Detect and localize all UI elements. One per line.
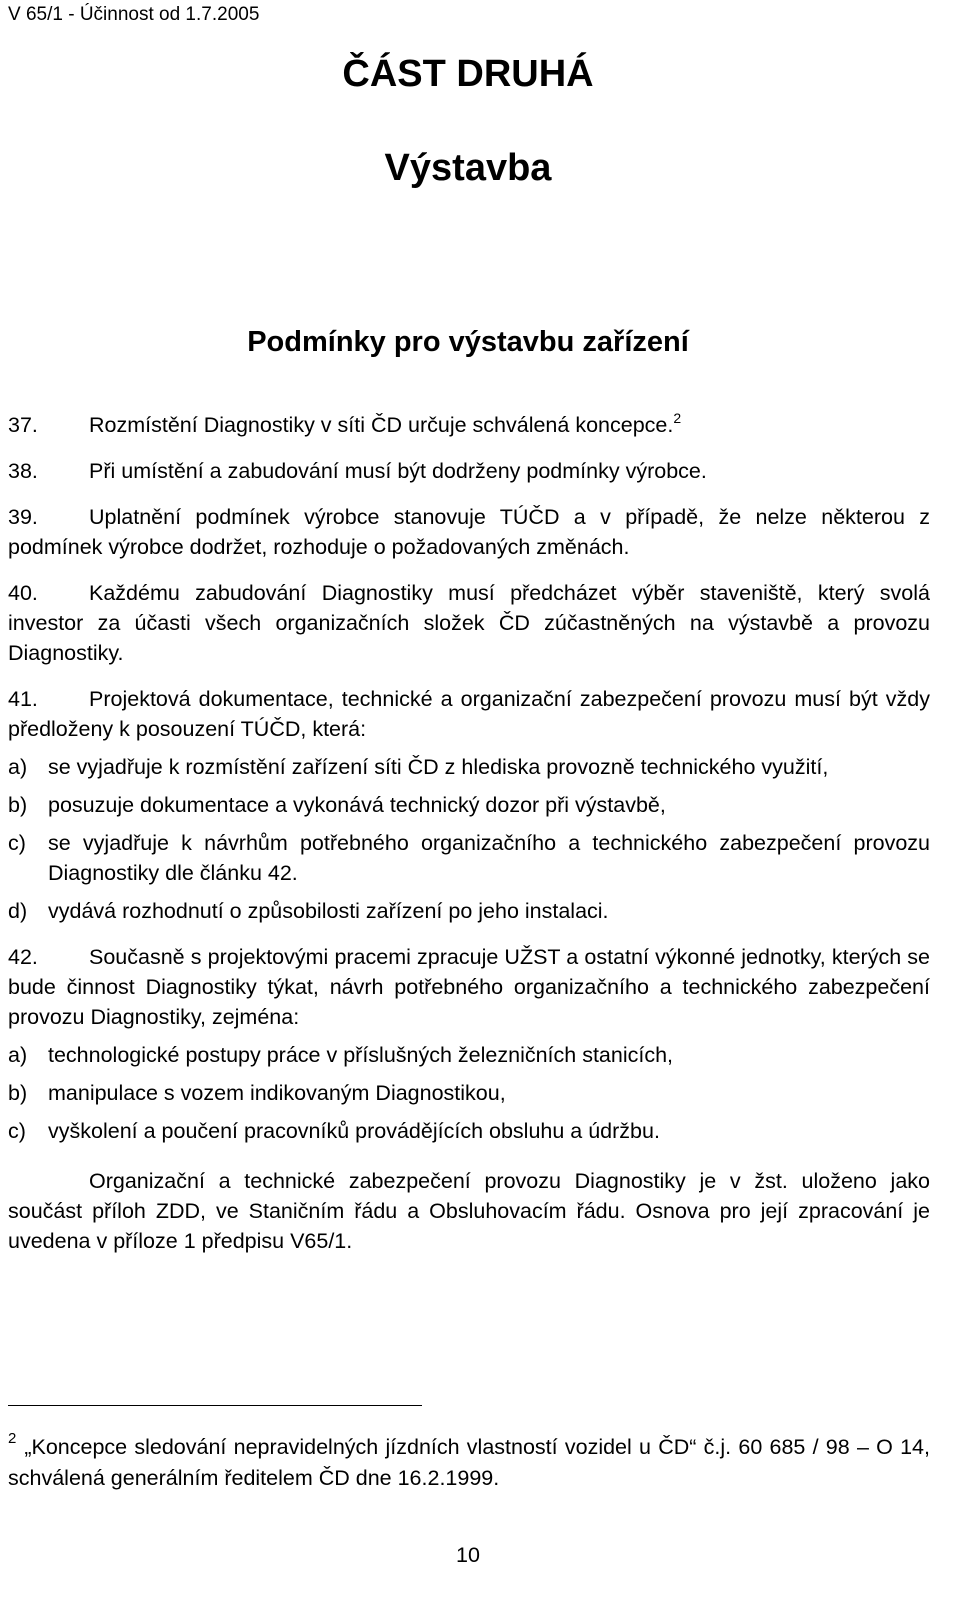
list-item-text: manipulace s vozem indikovaným Diagnostikou, [48,1081,506,1105]
article-39 [8,502,930,562]
article-text: Uplatnění podmínek výrobce stanovuje TÚČD a v případě, že nelze některou z podmínek výrobce dodržet, rozhoduje o požadovaných změnách. [8,505,930,559]
footnote-mark: 2 [8,1430,17,1447]
article-41 [8,684,930,744]
list-item [8,752,930,782]
list-item-label: d) [8,899,28,923]
article-37 [8,410,930,440]
list-item-label: b) [8,793,28,817]
article-text: Při umístění a zabudování musí být dodrženy podmínky výrobce. [89,459,707,483]
list-item-text: posuzuje dokumentace a vykonává technický dozor při výstavbě, [48,793,666,817]
list-item-label: b) [8,1081,28,1105]
list-item-text: se vyjadřuje k rozmístění zařízení síti ČD z hlediska provozně technického využití, [48,755,829,779]
list-item-label: a) [8,755,28,779]
article-number: 41. [8,687,38,711]
list-item-label: a) [8,1043,28,1067]
list-item [8,790,930,820]
list-item [8,1040,930,1070]
article-text: Projektová dokumentace, technické a organizační zabezpečení provozu musí být vždy předloženy k posouzení TÚČD, která: [8,687,930,741]
article-number: 40. [8,581,38,605]
article-number: 42. [8,945,38,969]
list-item-label: c) [8,1119,26,1143]
list-item-label: c) [8,831,26,855]
list-item [8,1078,930,1108]
article-text: Současně s projektovými pracemi zpracuje UŽST a ostatní výkonné jednotky, kterých se bude činnost Diagnostiky týkat, návrh potřebného organizačního a technického zabezpečení provozu Diagnostiky, zejména: [8,945,930,1029]
page-number: 10 [456,1543,480,1567]
list-item-text: technologické postupy práce v příslušných železničních stanicích, [48,1043,674,1067]
list-item-text: se vyjadřuje k návrhům potřebného organizačního a technického zabezpečení provozu Diagnostiky dle článku 42. [48,831,930,885]
list-item [8,896,930,926]
document-body [8,410,930,1272]
article-number: 38. [8,459,38,483]
closing-paragraph: Organizační a technické zabezpečení provozu Diagnostiky je v žst. uloženo jako součást příloh ZDD, ve Staničním řádu a Obsluhovacím řádu. Osnova pro její zpracování je uvedena v příloze 1 předpisu V65/1. [8,1169,930,1253]
article-40 [8,578,930,668]
article-38 [8,456,930,486]
footnote-reference[interactable]: 2 [673,410,682,426]
part-title: ČÁST DRUHÁ [342,53,594,95]
article-number: 39. [8,505,38,529]
list-item-text: vyškolení a poučení pracovníků provádějících obsluhu a údržbu. [48,1119,660,1143]
section-title: Výstavba [384,147,552,189]
article-text: Rozmístění Diagnostiky v síti ČD určuje schválená koncepce. [89,413,674,437]
article-42 [8,942,930,1032]
list-item [8,1116,930,1146]
article-number: 37. [8,413,38,437]
footnote-text: „Koncepce sledování nepravidelných jízdních vlastností vozidel u ČD“ č.j. 60 685 / 98 – O 14, schválená generálním ředitelem ČD dne 16.2.1999. [8,1435,930,1490]
footnote-separator [8,1405,422,1406]
list-item-text: vydává rozhodnutí o způsobilosti zařízení po jeho instalaci. [48,899,609,923]
article-text: Každému zabudování Diagnostiky musí předcházet výběr staveniště, který svolá investor za účasti všech organizačních složek ČD zúčastněných na výstavbě a provozu Diagnostiky. [8,581,930,665]
document-header: V 65/1 - Účinnost od 1.7.2005 [8,4,260,25]
list-item [8,828,930,888]
subsection-title: Podmínky pro výstavbu zařízení [247,326,689,358]
footnote [8,1432,930,1494]
